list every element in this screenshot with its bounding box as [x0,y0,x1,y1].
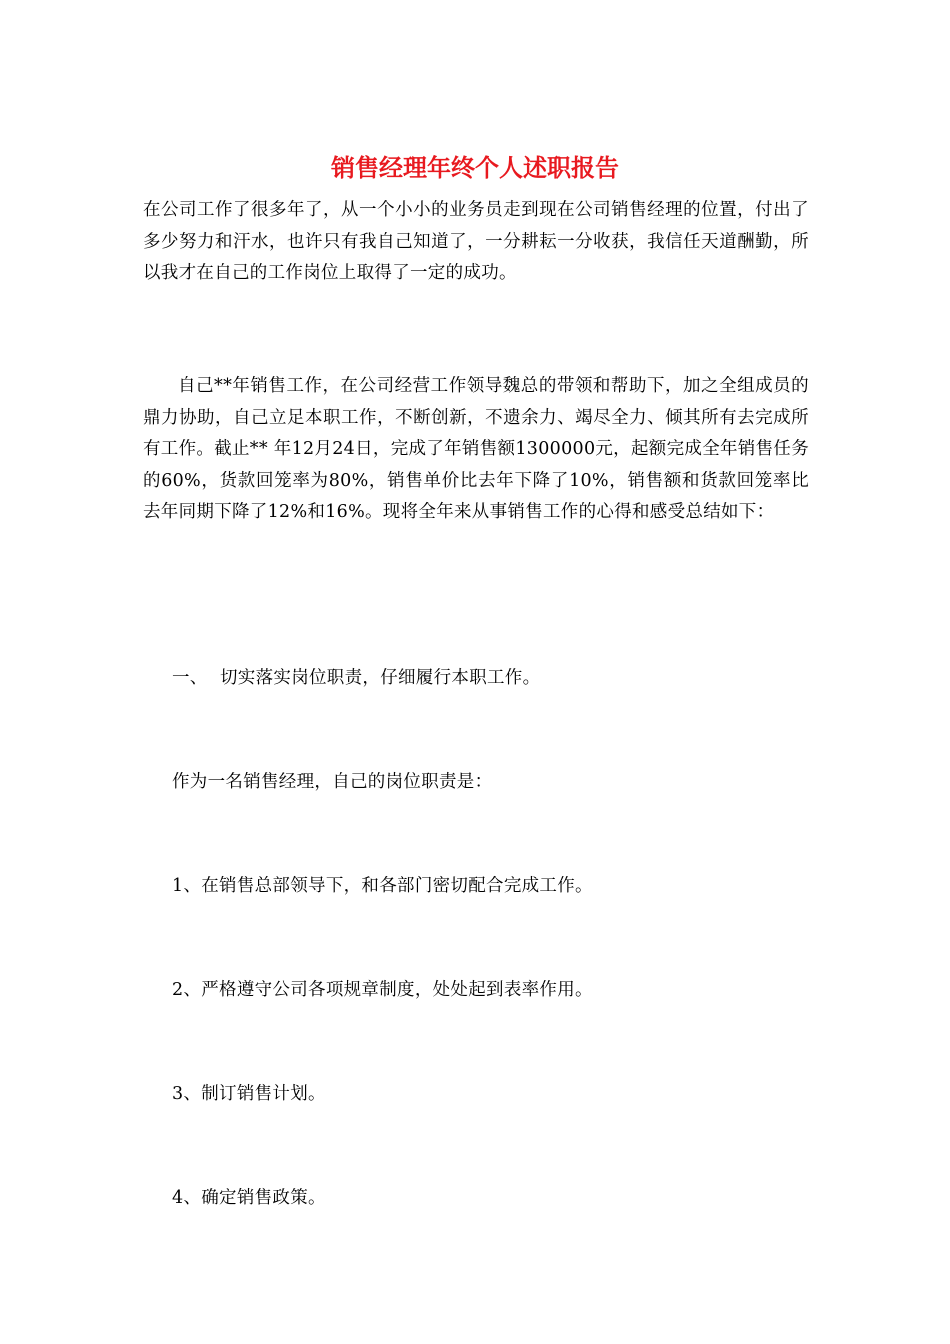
duties-intro: 作为一名销售经理，自己的岗位职责是： [172,772,493,792]
section-heading-text: 切实落实岗位职责，仔细履行本职工作。 [220,668,541,688]
duty-item: 2、严格遵守公司各项规章制度，处处起到表率作用。 [172,980,593,1000]
document-title: 销售经理年终个人述职报告 [331,153,619,182]
section-number: 一、 [172,668,208,688]
section-heading [172,663,540,695]
sales-summary-paragraph: 自己**年销售工作，在公司经营工作领导魏总的带领和帮助下，加之全组成员的鼎力协助，自己立足本职工作，不断创新，不遗余力、竭尽全力、倾其所有去完成所有工作。截止** 年12月24日，完成了年销售额1300000元，起额完成全年销售任务的60%，货款回笼率为80%，销售单价比去年下降了10%，销售额和货款回笼率比去年同期下降了12%和16%。现将全年来从事销售工作的心得和感受总结如下： [143,376,809,522]
intro-paragraph: 在公司工作了很多年了，从一个小小的业务员走到现在公司销售经理的位置，付出了多少努力和汗水，也许只有我自己知道了，一分耕耘一分收获，我信任天道酬勤，所以我才在自己的工作岗位上取得了一定的成功。 [143,200,809,283]
duty-item: 4、确定销售政策。 [172,1188,326,1208]
duty-item: 1、在销售总部领导下，和各部门密切配合完成工作。 [172,876,593,896]
duty-item: 3、制订销售计划。 [172,1084,326,1104]
